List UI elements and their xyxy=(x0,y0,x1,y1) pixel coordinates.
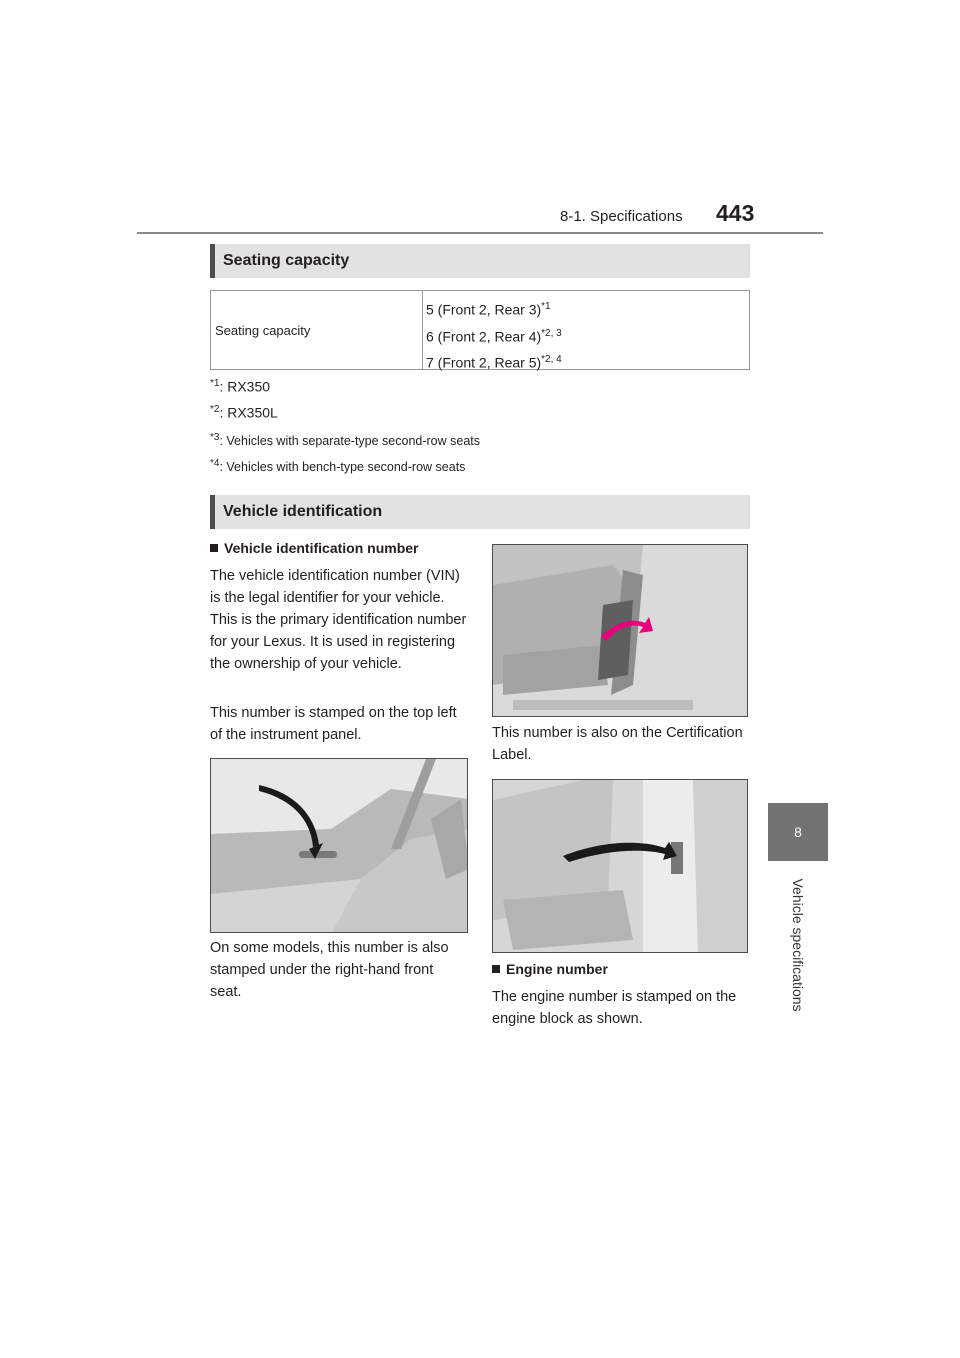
footnote: $^{*1}$: RX350 xyxy=(210,378,271,395)
instrument-panel-illustration xyxy=(210,758,468,933)
section-heading-vehicle-id xyxy=(210,495,750,529)
paragraph-certification-label: This number is also on the Certification Label. xyxy=(492,725,743,763)
under-seat-vin-illustration xyxy=(492,544,748,717)
header-rule xyxy=(137,232,823,234)
paragraph-vin-seat: On some models, this number is also stamped under the right-hand front seat. xyxy=(210,940,449,1000)
table-row-values xyxy=(426,295,562,375)
chapter-title: Vehicle specifications xyxy=(790,878,806,1012)
subheading-vin: Vehicle identification number xyxy=(210,540,418,556)
subheading-engine-number: Engine number xyxy=(492,961,608,977)
section-heading-seating xyxy=(210,244,750,278)
section-marker xyxy=(210,244,215,278)
footnote: $^{*2}$: RX350L xyxy=(210,404,278,421)
section-title: Vehicle identification xyxy=(223,503,383,520)
running-header-section: 8-1. Specifications xyxy=(560,208,683,225)
chapter-number: 8 xyxy=(794,824,802,840)
footnote: $^{*4}$: Vehicles with bench-type second-row seats xyxy=(210,458,466,475)
seating-capacity-table xyxy=(210,290,750,370)
capacity-value: 5 (Front 2, Rear 3)$^{*1}$ xyxy=(426,301,551,318)
paragraph-engine-number: The engine number is stamped on the engine block as shown. xyxy=(492,989,737,1027)
capacity-value: 6 (Front 2, Rear 4)$^{*2, 3}$ xyxy=(426,327,562,345)
capacity-value: 7 (Front 2, Rear 5)$^{*2, 4}$ xyxy=(426,354,562,371)
square-bullet-icon xyxy=(210,544,218,552)
square-bullet-icon xyxy=(492,965,500,973)
paragraph-vin-location: This number is stamped on the top left of the instrument panel. xyxy=(210,705,457,743)
section-title: Seating capacity xyxy=(223,252,350,269)
section-marker xyxy=(210,495,215,529)
chapter-tab xyxy=(768,803,828,861)
door-certification-label-illustration xyxy=(492,779,748,953)
footnote: $^{*3}$: Vehicles with separate-type second-row seats xyxy=(210,432,480,449)
chapter-title-vertical xyxy=(763,870,833,1020)
table-row-label: Seating capacity xyxy=(211,291,423,369)
paragraph-vin-description: The vehicle identification number (VIN) is the legal identifier for your vehicle. This is the primary identification number for your Lexus. It is used in registering the ownership of your vehicle. xyxy=(210,568,467,672)
page-number: 443 xyxy=(716,200,755,226)
